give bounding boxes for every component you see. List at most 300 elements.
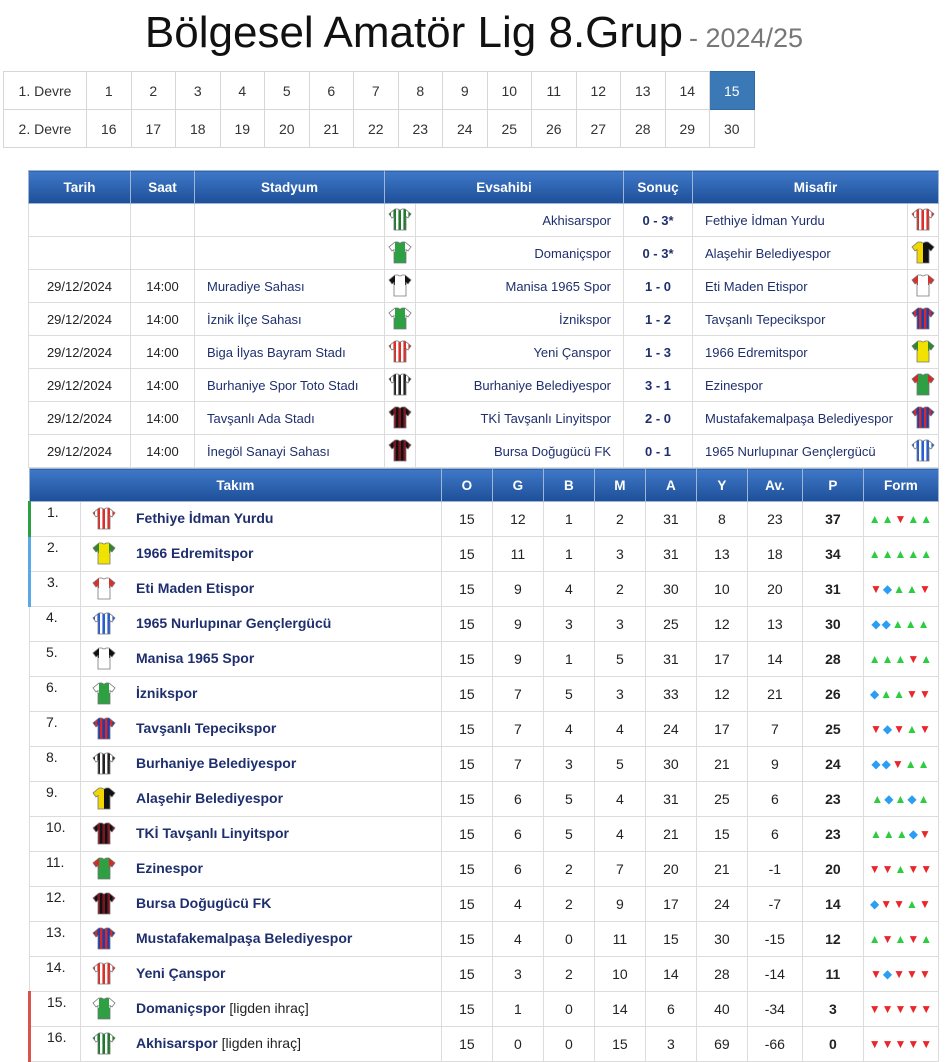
fixture-row[interactable] <box>29 270 939 303</box>
stat-p: 0 <box>802 1027 863 1062</box>
stat-y: 15 <box>696 817 747 852</box>
team-cell[interactable] <box>81 747 442 782</box>
loss-icon: ▼ <box>906 967 919 981</box>
col-home: Evsahibi <box>385 171 624 204</box>
fixture-home-team[interactable]: Burhaniye Belediyespor <box>416 369 624 402</box>
fixture-time: 14:00 <box>131 402 195 435</box>
win-icon: ▲ <box>917 617 931 631</box>
fixture-score[interactable]: 3 - 1 <box>624 369 693 402</box>
team-shirt-icon <box>92 926 116 953</box>
round-30[interactable]: 30 <box>710 110 755 148</box>
fixture-stadium[interactable]: Tavşanlı Ada Stadı <box>195 402 385 435</box>
standings-row[interactable] <box>30 747 939 782</box>
fixture-home-team[interactable]: İznikspor <box>416 303 624 336</box>
fixture-home-team[interactable]: Bursa Doğugücü FK <box>416 435 624 468</box>
round-20[interactable]: 20 <box>265 110 310 148</box>
home-shirt-icon <box>388 207 412 234</box>
fixture-away-team[interactable]: Tavşanlı Tepecikspor <box>693 303 908 336</box>
round-4[interactable]: 4 <box>220 72 265 110</box>
stat-y: 12 <box>696 677 747 712</box>
fixture-home-team[interactable]: TKİ Tavşanlı Linyitspor <box>416 402 624 435</box>
stat-b: 4 <box>543 572 594 607</box>
loss-icon: ▼ <box>907 1037 921 1051</box>
stat-g: 7 <box>492 712 543 747</box>
stat-m: 11 <box>594 922 645 957</box>
form-cell <box>863 572 938 607</box>
away-kit-cell <box>908 303 939 336</box>
stat-m: 4 <box>594 782 645 817</box>
home-shirt-icon <box>388 240 412 267</box>
team-position: 9. <box>30 782 81 817</box>
team-position: 5. <box>30 642 81 677</box>
team-name[interactable]: TKİ Tavşanlı Linyitspor <box>136 824 289 841</box>
form-cell <box>863 537 938 572</box>
fixture-stadium[interactable] <box>195 237 385 270</box>
away-shirt-icon <box>911 438 935 465</box>
win-icon: ▲ <box>881 652 895 666</box>
team-name[interactable]: Mustafakemalpaşa Belediyespor <box>136 929 353 946</box>
team-position: 8. <box>30 747 81 782</box>
stat-g: 6 <box>492 852 543 887</box>
stat-p: 23 <box>802 817 863 852</box>
win-icon: ▲ <box>917 757 931 771</box>
fixture-home-team[interactable]: Yeni Çanspor <box>416 336 624 369</box>
fixture-stadium[interactable] <box>195 204 385 237</box>
team-position: 10. <box>30 817 81 852</box>
standings-row[interactable] <box>30 572 939 607</box>
team-cell[interactable] <box>81 922 442 957</box>
stat-y: 28 <box>696 957 747 992</box>
standings-row[interactable] <box>30 782 939 817</box>
team-cell[interactable] <box>81 502 442 537</box>
stat-o: 15 <box>441 712 492 747</box>
fixture-time: 14:00 <box>131 336 195 369</box>
team-name[interactable]: Akhisarspor <box>136 1034 218 1051</box>
round-22[interactable]: 22 <box>354 110 399 148</box>
stat-m: 14 <box>594 992 645 1027</box>
fixture-row[interactable] <box>29 435 939 468</box>
home-shirt-icon <box>388 339 412 366</box>
win-icon: ▲ <box>868 932 882 946</box>
fixture-row[interactable] <box>29 204 939 237</box>
round-17[interactable]: 17 <box>131 110 176 148</box>
loss-icon: ▼ <box>881 1002 895 1016</box>
loss-icon: ▼ <box>870 967 883 981</box>
team-cell[interactable] <box>81 782 442 817</box>
team-position: 12. <box>30 887 81 922</box>
fixture-away-team[interactable]: Fethiye İdman Yurdu <box>693 204 908 237</box>
home-kit-cell <box>385 336 416 369</box>
standings-row[interactable] <box>30 817 939 852</box>
form-cell <box>863 607 938 642</box>
stat-y: 25 <box>696 782 747 817</box>
team-name[interactable]: 1966 Edremitspor <box>136 544 254 561</box>
stat-m: 4 <box>594 817 645 852</box>
team-name[interactable]: Tavşanlı Tepecikspor <box>136 719 277 736</box>
team-position: 6. <box>30 677 81 712</box>
round-3[interactable]: 3 <box>176 72 221 110</box>
stat-y: 17 <box>696 712 747 747</box>
round-24[interactable]: 24 <box>443 110 488 148</box>
fixture-date <box>29 237 131 270</box>
round-18[interactable]: 18 <box>176 110 221 148</box>
stat-b: 0 <box>543 922 594 957</box>
standings-row[interactable] <box>30 887 939 922</box>
loss-icon: ▼ <box>918 827 932 841</box>
team-position: 16. <box>30 1027 81 1062</box>
team-shirt-icon <box>92 1031 116 1058</box>
stat-o: 15 <box>441 677 492 712</box>
round-10[interactable]: 10 <box>487 72 532 110</box>
team-name[interactable]: Burhaniye Belediyespor <box>136 754 297 771</box>
stat-g: 9 <box>492 572 543 607</box>
team-name[interactable]: Fethiye İdman Yurdu <box>136 509 274 526</box>
team-name[interactable]: Bursa Doğugücü FK <box>136 894 272 911</box>
win-icon: ▲ <box>907 512 921 526</box>
round-7[interactable]: 7 <box>354 72 399 110</box>
stat-b: 4 <box>543 712 594 747</box>
stat-o: 15 <box>441 642 492 677</box>
col-score: Sonuç <box>624 171 693 204</box>
stat-g: 12 <box>492 502 543 537</box>
away-kit-cell <box>908 204 939 237</box>
round-6[interactable]: 6 <box>309 72 354 110</box>
fixture-away-team[interactable]: Alaşehir Belediyespor <box>693 237 908 270</box>
stat-a: 33 <box>645 677 696 712</box>
fixture-home-team[interactable]: Manisa 1965 Spor <box>416 270 624 303</box>
fixture-row[interactable] <box>29 336 939 369</box>
fixture-time <box>131 204 195 237</box>
team-name[interactable]: Alaşehir Belediyespor <box>136 789 284 806</box>
fixture-score[interactable]: 0 - 3* <box>624 237 693 270</box>
draw-icon: ◆ <box>908 827 919 841</box>
win-icon: ▲ <box>907 547 921 561</box>
win-icon: ▲ <box>920 932 934 946</box>
stat-av: 6 <box>747 817 802 852</box>
fixture-stadium[interactable]: İnegöl Sanayi Sahası <box>195 435 385 468</box>
league-title: Bölgesel Amatör Lig 8.Grup <box>144 8 683 57</box>
stat-y: 21 <box>696 747 747 782</box>
col-points: P <box>802 469 863 502</box>
team-name[interactable]: İznikspor <box>136 684 198 701</box>
round-27[interactable]: 27 <box>576 110 621 148</box>
fixture-row[interactable] <box>29 402 939 435</box>
standings-row[interactable] <box>30 607 939 642</box>
win-icon: ▲ <box>906 897 919 911</box>
standings-row[interactable] <box>30 537 939 572</box>
fixture-date: 29/12/2024 <box>29 402 131 435</box>
loss-icon: ▼ <box>894 1037 908 1051</box>
second-half-label: 2. Devre <box>4 110 87 148</box>
fixture-date <box>29 204 131 237</box>
draw-icon: ◆ <box>882 582 894 596</box>
team-cell[interactable] <box>81 537 442 572</box>
team-position: 4. <box>30 607 81 642</box>
win-icon: ▲ <box>868 512 882 526</box>
win-icon: ▲ <box>920 652 934 666</box>
win-icon: ▲ <box>880 687 894 701</box>
round-23[interactable]: 23 <box>398 110 443 148</box>
draw-icon: ◆ <box>881 757 892 771</box>
fixture-stadium[interactable]: Biga İlyas Bayram Stadı <box>195 336 385 369</box>
fixture-home-team[interactable]: Domaniçspor <box>416 237 624 270</box>
form-cell <box>863 502 938 537</box>
fixture-date: 29/12/2024 <box>29 303 131 336</box>
stat-av: -1 <box>747 852 802 887</box>
fixture-time: 14:00 <box>131 435 195 468</box>
win-icon: ▲ <box>906 582 919 596</box>
win-icon: ▲ <box>881 512 895 526</box>
fixture-stadium[interactable]: Muradiye Sahası <box>195 270 385 303</box>
fixture-away-team[interactable]: Mustafakemalpaşa Belediyespor <box>693 402 908 435</box>
team-cell[interactable] <box>81 817 442 852</box>
team-cell[interactable] <box>81 712 442 747</box>
col-form: Form <box>863 469 938 502</box>
fixture-row[interactable] <box>29 369 939 402</box>
fixture-row[interactable] <box>29 303 939 336</box>
draw-icon: ◆ <box>871 757 882 771</box>
round-19[interactable]: 19 <box>220 110 265 148</box>
round-8[interactable]: 8 <box>398 72 443 110</box>
team-position: 15. <box>30 992 81 1027</box>
win-icon: ▲ <box>891 617 905 631</box>
stat-m: 2 <box>594 502 645 537</box>
home-kit-cell <box>385 237 416 270</box>
stat-av: 6 <box>747 782 802 817</box>
loss-icon: ▼ <box>870 582 883 596</box>
team-cell[interactable] <box>81 852 442 887</box>
stat-g: 6 <box>492 817 543 852</box>
away-kit-cell <box>908 237 939 270</box>
stat-p: 14 <box>802 887 863 922</box>
stat-g: 7 <box>492 677 543 712</box>
standings-table <box>28 468 939 1062</box>
fixture-score[interactable]: 1 - 3 <box>624 336 693 369</box>
win-icon: ▲ <box>868 652 882 666</box>
fixture-away-team[interactable]: 1966 Edremitspor <box>693 336 908 369</box>
loss-icon: ▼ <box>920 1037 934 1051</box>
loss-icon: ▼ <box>893 897 907 911</box>
fixture-score[interactable]: 0 - 1 <box>624 435 693 468</box>
stat-o: 15 <box>441 782 492 817</box>
stat-g: 3 <box>492 957 543 992</box>
fixture-away-team[interactable]: Ezinespor <box>693 369 908 402</box>
team-shirt-icon <box>92 646 116 673</box>
team-cell[interactable] <box>81 677 442 712</box>
stat-a: 30 <box>645 747 696 782</box>
stat-b: 3 <box>543 607 594 642</box>
fixture-score[interactable]: 1 - 2 <box>624 303 693 336</box>
round-11[interactable]: 11 <box>532 72 577 110</box>
team-name[interactable]: Eti Maden Etispor <box>136 579 255 596</box>
round-25[interactable]: 25 <box>487 110 532 148</box>
stat-b: 2 <box>543 887 594 922</box>
stat-a: 6 <box>645 992 696 1027</box>
round-9[interactable]: 9 <box>443 72 488 110</box>
stat-b: 5 <box>543 677 594 712</box>
stat-p: 34 <box>802 537 863 572</box>
stat-m: 7 <box>594 852 645 887</box>
loss-icon: ▼ <box>881 932 895 946</box>
stat-y: 10 <box>696 572 747 607</box>
stat-g: 4 <box>492 887 543 922</box>
round-13[interactable]: 13 <box>621 72 666 110</box>
fixture-score[interactable]: 2 - 0 <box>624 402 693 435</box>
stat-p: 31 <box>802 572 863 607</box>
fixture-date: 29/12/2024 <box>29 369 131 402</box>
stat-p: 12 <box>802 922 863 957</box>
team-cell[interactable] <box>81 992 442 1027</box>
round-12[interactable]: 12 <box>576 72 621 110</box>
round-29[interactable]: 29 <box>665 110 710 148</box>
stat-av: -14 <box>747 957 802 992</box>
win-icon: ▲ <box>893 582 907 596</box>
stat-o: 15 <box>441 607 492 642</box>
draw-icon: ◆ <box>871 617 882 631</box>
stat-av: 23 <box>747 502 802 537</box>
loss-icon: ▼ <box>918 967 932 981</box>
team-name[interactable]: 1965 Nurlupınar Gençlergücü <box>136 614 332 631</box>
team-shirt-icon <box>92 681 116 708</box>
stat-m: 2 <box>594 572 645 607</box>
loss-icon: ▼ <box>907 652 921 666</box>
team-shirt-icon <box>92 996 116 1023</box>
stat-b: 1 <box>543 642 594 677</box>
team-name[interactable]: Ezinespor <box>136 859 203 876</box>
stat-b: 5 <box>543 817 594 852</box>
standings-row[interactable] <box>30 992 939 1027</box>
round-selector <box>3 71 755 148</box>
team-cell[interactable] <box>81 887 442 922</box>
stat-b: 2 <box>543 957 594 992</box>
team-cell[interactable] <box>81 1027 442 1062</box>
team-name[interactable]: Manisa 1965 Spor <box>136 649 255 666</box>
win-icon: ▲ <box>894 932 908 946</box>
team-cell[interactable] <box>81 642 442 677</box>
round-14[interactable]: 14 <box>665 72 710 110</box>
standings-row[interactable] <box>30 1027 939 1062</box>
standings-row[interactable] <box>30 852 939 887</box>
win-icon: ▲ <box>894 862 908 876</box>
team-position: 1. <box>30 502 81 537</box>
round-5[interactable]: 5 <box>265 72 310 110</box>
draw-icon: ◆ <box>870 687 881 701</box>
fixture-time <box>131 237 195 270</box>
standings-row[interactable] <box>30 642 939 677</box>
fixture-row[interactable] <box>29 237 939 270</box>
col-against: Y <box>696 469 747 502</box>
loss-icon: ▼ <box>868 1037 882 1051</box>
home-kit-cell <box>385 435 416 468</box>
standings-row[interactable] <box>30 957 939 992</box>
stat-m: 5 <box>594 747 645 782</box>
loss-icon: ▼ <box>881 862 895 876</box>
stat-y: 40 <box>696 992 747 1027</box>
fixture-home-team[interactable]: Akhisarspor <box>416 204 624 237</box>
team-shirt-icon <box>92 821 116 848</box>
fixture-away-team[interactable]: 1965 Nurlupınar Gençlergücü <box>693 435 908 468</box>
team-position: 13. <box>30 922 81 957</box>
standings-row[interactable] <box>30 502 939 537</box>
fixture-away-team[interactable]: Eti Maden Etispor <box>693 270 908 303</box>
form-cell <box>863 852 938 887</box>
fixture-score[interactable]: 0 - 3* <box>624 204 693 237</box>
team-shirt-icon <box>92 576 116 603</box>
standings-row[interactable] <box>30 712 939 747</box>
team-cell[interactable] <box>81 572 442 607</box>
fixture-score[interactable]: 1 - 0 <box>624 270 693 303</box>
fixtures-table <box>28 170 939 468</box>
win-icon: ▲ <box>893 687 907 701</box>
col-drawn: B <box>543 469 594 502</box>
team-cell[interactable] <box>81 957 442 992</box>
stat-a: 25 <box>645 607 696 642</box>
col-played: O <box>441 469 492 502</box>
standings-row[interactable] <box>30 677 939 712</box>
form-cell <box>863 677 938 712</box>
away-kit-cell <box>908 435 939 468</box>
stat-a: 15 <box>645 922 696 957</box>
home-shirt-icon <box>388 405 412 432</box>
fixture-stadium[interactable]: İznik İlçe Sahası <box>195 303 385 336</box>
round-28[interactable]: 28 <box>621 110 666 148</box>
stat-b: 1 <box>543 537 594 572</box>
stat-a: 24 <box>645 712 696 747</box>
stat-y: 13 <box>696 537 747 572</box>
col-average: Av. <box>747 469 802 502</box>
standings-row[interactable] <box>30 922 939 957</box>
home-shirt-icon <box>388 273 412 300</box>
fixtures-header <box>29 171 939 204</box>
team-position: 7. <box>30 712 81 747</box>
loss-icon: ▼ <box>893 722 907 736</box>
form-cell <box>863 992 938 1027</box>
team-position: 11. <box>30 852 81 887</box>
away-shirt-icon <box>911 273 935 300</box>
round-15[interactable]: 15 <box>710 72 755 110</box>
stat-av: 18 <box>747 537 802 572</box>
loss-icon: ▼ <box>920 862 934 876</box>
stat-av: 7 <box>747 712 802 747</box>
stat-b: 1 <box>543 502 594 537</box>
round-2[interactable]: 2 <box>131 72 176 110</box>
team-name[interactable]: Yeni Çanspor <box>136 964 226 981</box>
round-1[interactable]: 1 <box>87 72 132 110</box>
win-icon: ▲ <box>868 547 882 561</box>
stat-g: 6 <box>492 782 543 817</box>
win-icon: ▲ <box>894 652 908 666</box>
round-21[interactable]: 21 <box>309 110 354 148</box>
fixture-stadium[interactable]: Burhaniye Spor Toto Stadı <box>195 369 385 402</box>
win-icon: ▲ <box>917 792 931 806</box>
stat-b: 5 <box>543 782 594 817</box>
stat-y: 8 <box>696 502 747 537</box>
team-cell[interactable] <box>81 607 442 642</box>
team-position: 3. <box>30 572 81 607</box>
stat-o: 15 <box>441 957 492 992</box>
team-name[interactable]: Domaniçspor <box>136 999 226 1016</box>
loss-icon: ▼ <box>906 687 919 701</box>
round-16[interactable]: 16 <box>87 110 132 148</box>
team-shirt-icon <box>92 786 116 813</box>
win-icon: ▲ <box>894 792 908 806</box>
loss-icon: ▼ <box>870 722 883 736</box>
round-26[interactable]: 26 <box>532 110 577 148</box>
stat-p: 25 <box>802 712 863 747</box>
stat-o: 15 <box>441 852 492 887</box>
stat-p: 28 <box>802 642 863 677</box>
away-shirt-icon <box>911 240 935 267</box>
